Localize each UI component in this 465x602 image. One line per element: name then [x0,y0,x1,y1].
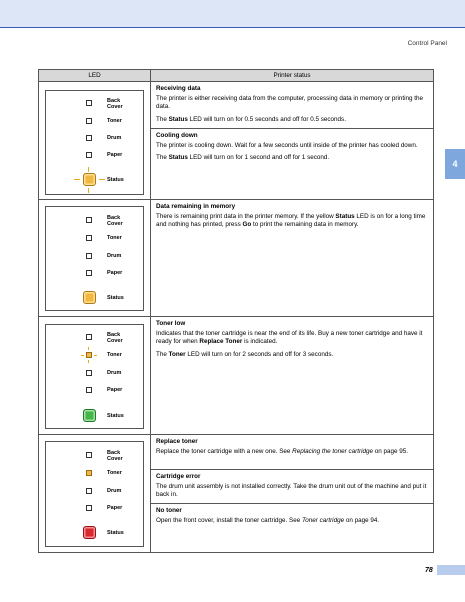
blink-ray-icon [88,360,89,363]
text-run: The [156,115,169,123]
status-entry-replace-toner [151,435,433,469]
led-drum-indicator [86,135,92,141]
led-toner-indicator [86,118,92,124]
led-paper-indicator [86,152,92,158]
led-status-indicator-blinking [83,173,96,186]
text-run: There is remaining print data in the printer memory. If the yellow [156,213,336,220]
led-status-indicator [83,526,96,539]
led-toner-label: Toner [107,235,122,241]
blink-ray-icon [88,347,89,350]
led-back-cover-label: Back Cover [107,450,123,462]
text-run-italic: Replacing the toner cartridge [292,448,374,455]
led-drum [46,486,146,498]
led-status [46,410,146,422]
text-run-italic: Toner cartridge [301,517,345,524]
led-status-indicator [83,291,96,304]
led-status-label: Status [107,295,124,301]
text-run-bold: Status [168,154,188,162]
text-run: is indicated. [242,338,278,346]
text-run: Open the front cover, install the toner cartridge. See [156,517,302,524]
text-run-bold: Go [242,221,252,229]
status-cell [151,435,433,552]
led-status [46,174,146,186]
led-back-cover-indicator [86,452,92,458]
text-run: LED will turn on for 1 second and off for 1 second. [187,154,330,162]
text-run: on page 95. [373,448,409,455]
entry-text: The drum unit assembly is not installed correctly. Take the drum unit out of the machine and put it back in. [156,483,427,499]
led-status-label: Status [107,177,124,183]
led-paper-indicator [86,270,92,276]
entry-title: No toner [156,507,182,514]
led-drum-label: Drum [107,488,122,494]
led-back-cover-indicator [86,100,92,106]
status-cell [151,317,433,434]
led-panel-diagram [45,90,144,195]
page-number-bar [437,565,465,575]
led-paper [46,268,146,280]
led-status-label: Status [107,413,124,419]
led-status-table [38,69,434,553]
led-drum-label: Drum [107,135,122,141]
text-run: Indicates that the toner cartridge is near the end of its life. Buy a new toner cartridge and have it ready for when [156,330,423,346]
led-status [46,292,146,304]
led-toner [46,116,146,128]
entry-text [156,116,427,124]
text-run: LED will turn on for 2 seconds and off for 3 seconds. [185,350,334,358]
status-entry-receiving-data [151,82,433,128]
led-paper-label: Paper [107,505,123,511]
led-toner [46,233,146,245]
led-status [46,527,146,539]
entry-text: The printer is cooling down. Wait for a few seconds until inside of the printer has cooled down. [156,142,418,149]
led-back-cover [46,215,146,227]
text-run: on page 94. [344,517,380,524]
status-entry-toner-low [151,317,433,435]
led-toner-label: Toner [107,352,122,358]
led-back-cover-label: Back Cover [107,332,123,344]
entry-text [156,330,427,347]
status-entry-data-remaining [151,200,433,317]
blink-ray-icon [88,167,89,172]
led-paper [46,150,146,162]
entry-text [156,517,427,525]
led-paper [46,503,146,515]
text-run-bold: Status [168,115,188,123]
entry-text [156,213,427,230]
led-paper [46,385,146,397]
led-back-cover-label: Back Cover [107,215,123,227]
text-run: The [156,350,169,358]
column-header-led: LED [39,70,151,82]
entry-text [156,448,427,456]
led-drum [46,133,146,145]
led-status-label: Status [107,530,124,536]
led-toner-label: Toner [107,118,122,124]
entry-title: Replace toner [156,438,198,445]
led-paper-label: Paper [107,387,123,393]
blink-ray-icon [88,188,89,193]
led-paper-label: Paper [107,270,123,276]
led-cell [39,82,151,202]
table-row [39,434,433,552]
led-drum-label: Drum [107,370,122,376]
led-back-cover [46,332,146,344]
led-panel-diagram [45,206,144,311]
led-back-cover [46,98,146,110]
status-entry-no-toner [151,503,433,553]
blink-ray-icon [81,355,84,356]
entry-text: The printer is either receiving data from the computer, processing data in memory or printing the data. [156,95,424,111]
status-cell [151,200,433,316]
led-panel-diagram [45,441,144,547]
running-head: Control Panel [407,40,447,47]
led-toner-indicator [86,235,92,241]
text-run-bold: Toner [168,350,186,358]
entry-title: Cartridge error [156,473,201,480]
status-cell [151,82,433,202]
led-back-cover [46,450,146,462]
led-cell [39,200,151,316]
led-drum [46,251,146,263]
page-number: 78 [425,567,433,574]
led-toner-indicator-blinking [86,352,92,358]
entry-text [156,154,427,162]
led-panel-diagram [45,324,144,429]
column-header-printer-status: Printer status [151,70,433,82]
led-toner-indicator [86,470,92,476]
entry-title: Receiving data [156,85,201,92]
led-toner [46,350,146,362]
blink-ray-icon [99,179,105,180]
led-back-cover-indicator [86,217,92,223]
led-cell [39,317,151,434]
led-paper-indicator [86,387,92,393]
led-drum-label: Drum [107,253,122,259]
text-run-bold: Status [335,213,355,220]
led-drum-indicator [86,253,92,259]
blink-ray-icon [94,355,97,356]
led-back-cover-label: Back Cover [107,98,123,110]
blink-ray-icon [74,179,80,180]
status-entry-cartridge-error [151,469,433,503]
status-entry-cooling-down [151,128,433,202]
table-row [39,199,433,316]
led-drum [46,368,146,380]
text-run: Replace the toner cartridge with a new one. See [156,448,293,455]
led-back-cover-indicator [86,334,92,340]
table-row [39,316,433,434]
entry-text [156,351,427,359]
text-run: The [156,154,169,162]
entry-title: Data remaining in memory [156,203,236,210]
led-toner-label: Toner [107,470,122,476]
text-run: LED will turn on for 0.5 seconds and off for 0.5 seconds. [187,115,346,123]
text-run: to print the remaining data in memory. [251,221,359,229]
led-cell [39,435,151,552]
table-row [39,82,433,202]
text-run-bold: Replace Toner [199,338,243,346]
led-paper-indicator [86,505,92,511]
chapter-tab: 4 [445,149,465,179]
entry-title: Toner low [156,320,186,327]
led-toner [46,468,146,480]
led-drum-indicator [86,488,92,494]
entry-title: Cooling down [156,132,198,139]
led-drum-indicator [86,370,92,376]
led-status-indicator [83,409,96,422]
text-run: LED is on for a long time and nothing has printed, press [156,213,426,229]
top-header-band [0,0,465,28]
led-paper-label: Paper [107,152,123,158]
